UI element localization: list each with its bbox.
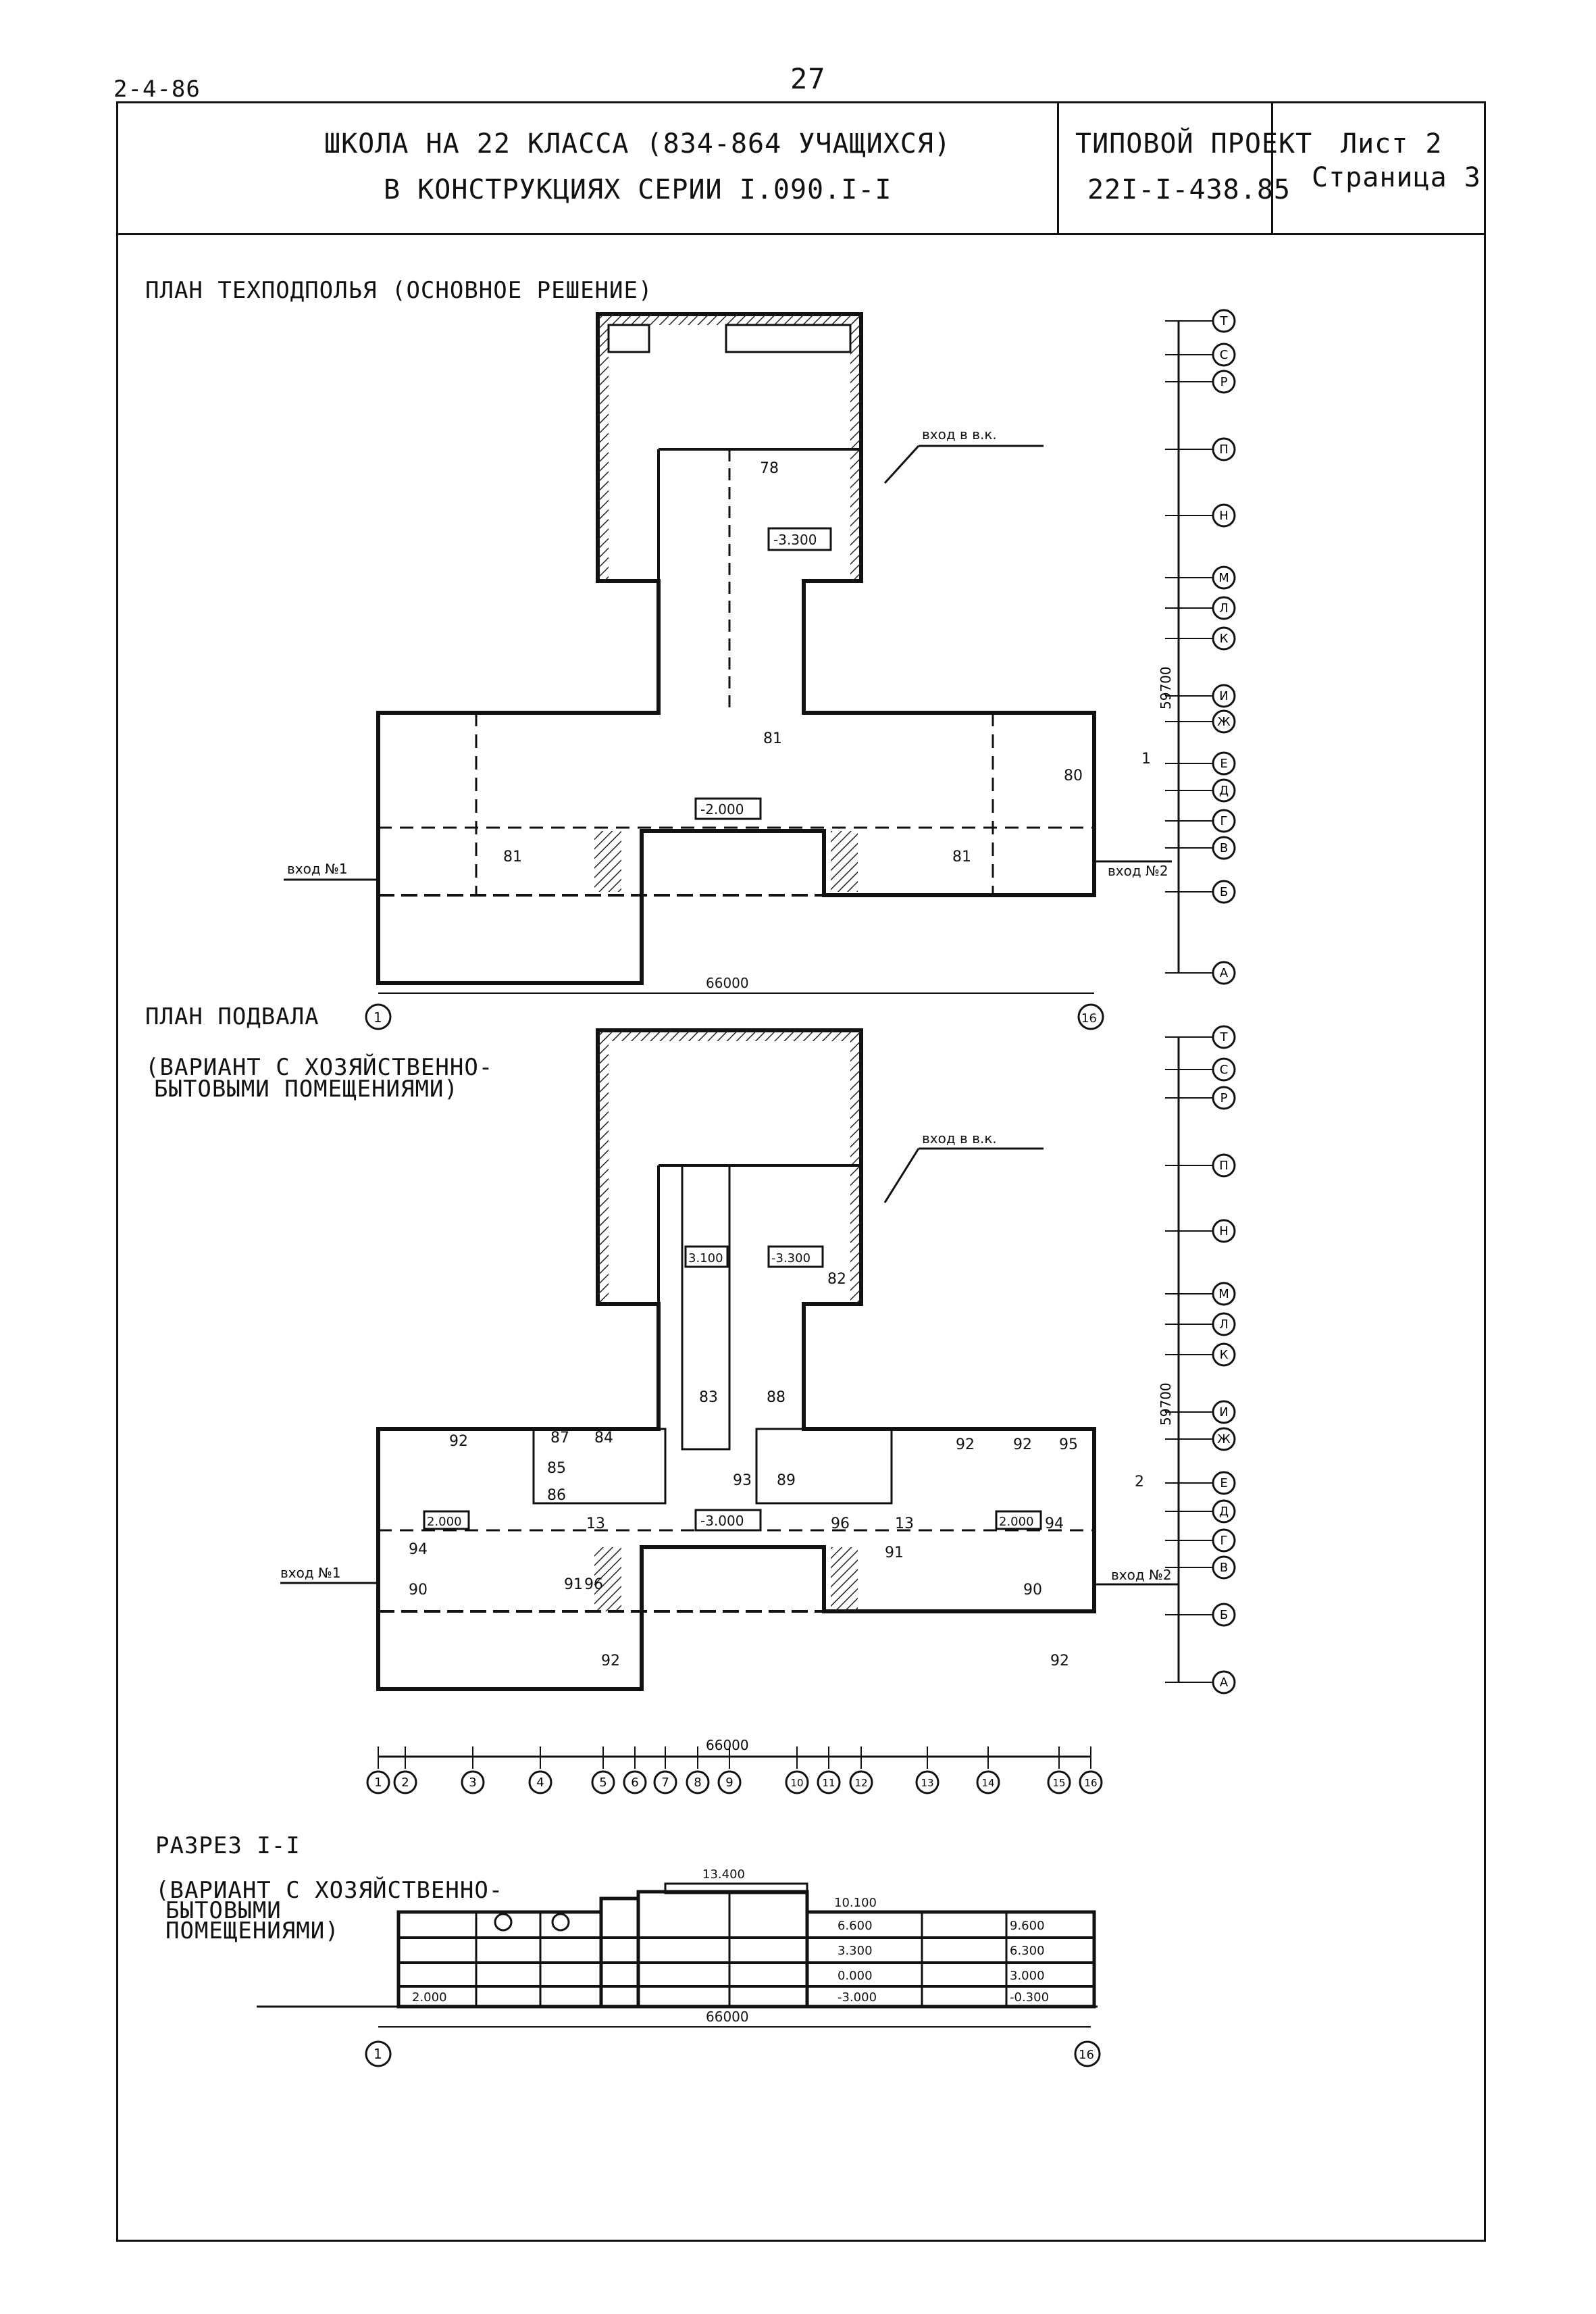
plan1-row-axis-7: Л [1219, 601, 1229, 615]
plan2-room-13-l: 13 [586, 1515, 605, 1532]
plan2-building [378, 1030, 1094, 1689]
col-axis-7: 7 [661, 1776, 669, 1790]
plan1-row-axis-8: К [1219, 632, 1229, 646]
title-line-1: ШКОЛА НА 22 КЛАССА (834-864 УЧАЩИХСЯ) [324, 128, 952, 159]
plan2-room-92-r1: 92 [956, 1436, 975, 1453]
plan1-wall-thick-top [598, 314, 861, 325]
plan2-room-89: 89 [777, 1472, 796, 1489]
plan2-section-mark: 2 [1135, 1474, 1144, 1490]
section-mark-neg3000: -3.000 [838, 1990, 877, 2005]
plan1-title: ПЛАН ТЕХПОДПОЛЬЯ (ОСНОВНОЕ РЕШЕНИЕ) [145, 277, 653, 304]
section-drawing [257, 1884, 1100, 2066]
section-overall: 66000 [706, 2009, 749, 2025]
plan2-room-92-br: 92 [1050, 1653, 1069, 1669]
section-mark-3000: 3.000 [1010, 1969, 1045, 1983]
project-label: ТИПОВОЙ ПРОЕКТ [1075, 128, 1313, 159]
plan2-entry-vk: вход в в.к. [922, 1130, 997, 1147]
plan2-room-92-bl: 92 [601, 1653, 620, 1669]
plan1-room-81-left: 81 [503, 849, 522, 865]
section-mark-neg0300: -0.300 [1010, 1990, 1050, 2005]
plan1-mark-mid: -2.000 [700, 801, 744, 818]
plan2-mark-b: -3.300 [771, 1251, 811, 1265]
plan1-wall-thick-left [598, 314, 609, 581]
plan2-overall-height: 59700 [1158, 1382, 1174, 1426]
column-axis-bubbles [367, 1746, 1102, 1793]
col-axis-2: 2 [401, 1776, 409, 1790]
col-axis-10: 10 [790, 1777, 804, 1789]
plan2-mark-a: 3.100 [688, 1251, 723, 1265]
plan1-row-axis-13: Г [1220, 814, 1228, 828]
plan1-row-axis-bubbles [1165, 310, 1235, 984]
plan1-entry1: вход №1 [287, 861, 348, 877]
plan1-row-axis-1: Т [1220, 314, 1228, 328]
section-subtitle-1: (ВАРИАНТ С ХОЗЯЙСТВЕННО- [155, 1877, 504, 1904]
plan2-row-axis-9: И [1219, 1405, 1229, 1419]
col-axis-8: 8 [694, 1776, 702, 1790]
plan2-entry2: вход №2 [1111, 1567, 1172, 1583]
column-axes [378, 1737, 1091, 1757]
plan1-room-81-center: 81 [763, 730, 782, 747]
section-mark-10100: 10.100 [834, 1896, 877, 1910]
section-mark-3300: 3.300 [838, 1944, 873, 1958]
sheet-label: Лист 2 [1341, 128, 1443, 159]
plan1-overall-width: 66000 [706, 975, 749, 991]
col-axis-5: 5 [599, 1776, 607, 1790]
plan2-row-axis-6: М [1218, 1287, 1229, 1301]
plan2-room-13-r: 13 [895, 1515, 914, 1532]
plan1-row-axis-14: В [1219, 841, 1229, 855]
plan2-outline [378, 1030, 1094, 1689]
section-mark-6300: 6.300 [1010, 1944, 1045, 1958]
section-title: РАЗРЕЗ I-I [155, 1832, 301, 1859]
plan1-labels [284, 426, 1172, 1029]
plan2-room-86: 86 [547, 1487, 566, 1504]
plan2-corridor [659, 1165, 861, 1429]
col-axis-11: 11 [822, 1777, 835, 1789]
plan2-row-axis-1: Т [1220, 1030, 1228, 1045]
col-axis-14: 14 [981, 1777, 995, 1789]
plan2-title: ПЛАН ПОДВАЛА [145, 1003, 319, 1030]
plan2-room-85: 85 [547, 1460, 566, 1477]
plan2-room-82: 82 [827, 1271, 846, 1288]
plan2-room-94-l: 94 [409, 1541, 428, 1558]
section-mark-0000: 0.000 [838, 1969, 873, 1983]
plan1-entry-vk: вход в в.к. [922, 426, 997, 443]
plan1-pit-right [726, 325, 850, 352]
section-mark-9600: 9.600 [1010, 1919, 1045, 1933]
col-axis-4: 4 [536, 1776, 544, 1790]
col-axis-3: 3 [469, 1776, 477, 1790]
page-label: Страница 3 [1312, 162, 1481, 193]
plan2-row-axis-bubbles [1165, 1026, 1235, 1693]
plan2-row-axis-11: Е [1220, 1476, 1228, 1490]
plan1-row-axis-5: Н [1219, 509, 1229, 523]
plan1-mark-top: -3.300 [773, 532, 817, 548]
plan1-pit-left [609, 325, 649, 352]
section-axis-1: 1 [374, 2046, 382, 2062]
section-labels [374, 1867, 1094, 2062]
plan2-room-96-l: 96 [584, 1576, 603, 1593]
plan2-vk-leader [885, 1149, 919, 1203]
plan1-axis-1: 1 [374, 1009, 382, 1026]
plan1-room-81-right: 81 [952, 849, 971, 865]
plan1-row-axis-15: Б [1219, 885, 1229, 899]
plan2-corridor-room [682, 1165, 729, 1449]
plan2-mark-d: 2.000 [427, 1515, 462, 1529]
plan2-row-axis-2: С [1219, 1063, 1229, 1077]
plan2-wall-thick-left [598, 1030, 609, 1304]
plan2-room-87: 87 [550, 1430, 569, 1447]
plan2-room-95: 95 [1059, 1436, 1078, 1453]
plan2-room-94-r: 94 [1045, 1515, 1064, 1532]
plan1-entry2: вход №2 [1108, 863, 1168, 879]
plan2-room-88: 88 [767, 1389, 786, 1406]
plan2-room-92-r2: 92 [1013, 1436, 1032, 1453]
plan2-room-90-l: 90 [409, 1582, 428, 1599]
plan2-row-axis-3: Р [1220, 1091, 1228, 1105]
plan2-mark-c: -3.000 [700, 1513, 744, 1529]
col-axis-6: 6 [631, 1776, 639, 1790]
plan2-entry1: вход №1 [280, 1565, 341, 1581]
plan2-row-axes [1158, 1037, 1179, 1682]
plan2-room-91-r: 91 [885, 1544, 904, 1561]
plan2-wall-thick-top [598, 1030, 861, 1041]
plan2-subtitle-1: (ВАРИАНТ С ХОЗЯЙСТВЕННО- [145, 1054, 494, 1081]
plan1-section-mark: 1 [1141, 751, 1151, 768]
section-subtitle-2: БЫТОВЫМИ [165, 1897, 282, 1924]
plan2-row-axis-5: Н [1219, 1224, 1229, 1238]
plan1-stair-left [594, 831, 621, 892]
plan2-row-axis-14: В [1219, 1561, 1229, 1575]
plan2-room-93: 93 [733, 1472, 752, 1489]
col-axis-9: 9 [725, 1776, 733, 1790]
col-axis-1: 1 [374, 1776, 382, 1790]
plan2-room-block-r [756, 1429, 892, 1503]
section-subtitle-3: ПОМЕЩЕНИЯМИ) [165, 1917, 340, 1944]
section-center-block [638, 1892, 807, 2007]
plan2-subtitle-2: БЫТОВЫМИ ПОМЕЩЕНИЯМИ) [154, 1076, 459, 1103]
col-axis-13: 13 [921, 1777, 934, 1789]
plan1-row-axis-11: Е [1220, 757, 1228, 771]
section-stair-tower [601, 1898, 638, 2007]
plan2-stair-right [831, 1547, 858, 1611]
plan1-overall-height: 59700 [1158, 666, 1174, 709]
section-mark-left: 2.000 [412, 1990, 447, 2005]
plan2-room-83: 83 [699, 1389, 718, 1406]
section-mark-6600: 6.600 [838, 1919, 873, 1933]
plan1-wall-thick-right [850, 314, 861, 581]
plan2-room-91-l: 91 [564, 1576, 583, 1593]
plan1-row-axis-12: Д [1218, 784, 1229, 798]
plan2-row-axis-4: П [1219, 1159, 1229, 1173]
plan1-row-axis-3: Р [1220, 375, 1228, 389]
plan1-room-78: 78 [760, 460, 779, 477]
plan2-row-axis-10: Ж [1217, 1432, 1231, 1447]
plan1-axis-16: 16 [1081, 1011, 1097, 1026]
plan1-row-axis-2: С [1219, 348, 1229, 362]
section-axis-16: 16 [1079, 2048, 1094, 2062]
plan1-room-80: 80 [1064, 768, 1083, 784]
sheet-code: 2-4-86 [113, 76, 201, 103]
col-axis-12: 12 [854, 1777, 868, 1789]
col-axis-15: 15 [1052, 1777, 1066, 1789]
plan1-vk-leader [885, 446, 919, 483]
plan2-room-96-r: 96 [831, 1515, 850, 1532]
plan1-row-axis-4: П [1219, 443, 1229, 457]
section-mark-13400: 13.400 [702, 1867, 745, 1882]
title-line-2: В КОНСТРУКЦИЯХ СЕРИИ I.090.I-I [384, 174, 892, 205]
plan1-row-axis-9: И [1219, 689, 1229, 703]
plan1-stair-right [831, 831, 858, 892]
project-number: 22I-I-438.85 [1087, 174, 1291, 205]
col-axis-16: 16 [1084, 1777, 1098, 1789]
plan2-row-axis-8: К [1219, 1348, 1229, 1362]
plan2-mark-e: 2.000 [999, 1515, 1034, 1529]
plan2-room-92-l: 92 [449, 1433, 468, 1450]
plan2-row-axis-13: Г [1220, 1534, 1228, 1548]
plan2-row-axis-15: Б [1219, 1608, 1229, 1622]
plan1-outline [378, 314, 1094, 983]
section-arch-2 [552, 1914, 569, 1930]
plan2-row-axis-12: Д [1218, 1505, 1229, 1519]
plan1-row-axis-6: М [1218, 571, 1229, 585]
plan2-room-90-r: 90 [1023, 1582, 1042, 1599]
plan2-room-84: 84 [594, 1430, 613, 1447]
plan1-building [378, 314, 1094, 983]
section-arch-1 [495, 1914, 511, 1930]
plan2-row-axis-7: Л [1219, 1317, 1229, 1332]
page-number: 27 [790, 62, 826, 95]
plan1-row-axis-16: А [1219, 966, 1229, 980]
column-overall: 66000 [706, 1737, 749, 1753]
plan2-row-axis-16: А [1219, 1676, 1229, 1690]
plan1-row-axis-10: Ж [1217, 715, 1231, 729]
plan2-wall-thick-right [850, 1030, 861, 1304]
